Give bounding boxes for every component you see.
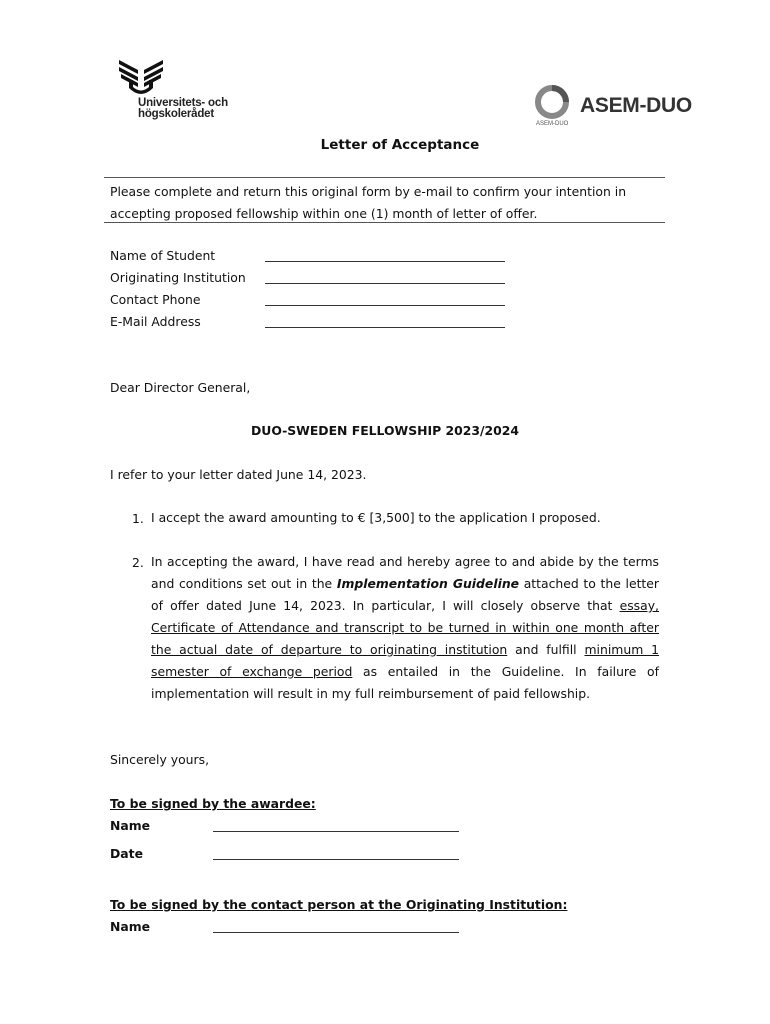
uhr-line-2: högskolerådet: [138, 108, 215, 120]
document-title: Letter of Acceptance: [320, 137, 480, 153]
uhr-logo-text: [138, 98, 228, 120]
item-2-number: 2.: [132, 555, 144, 570]
awardee-section-heading: To be signed by the awardee:: [110, 796, 316, 811]
contact-section-heading: To be signed by the contact person at the Originating Institution:: [110, 897, 568, 912]
awardee-name-label: Name: [110, 818, 151, 833]
reference-line: I refer to your letter dated June 14, 2023.: [110, 467, 367, 482]
item-1-number: 1.: [132, 511, 144, 526]
field-label-email: E-Mail Address: [110, 314, 201, 329]
item-1-text: I accept the award amounting to € [3,500] to the application I proposed.: [151, 510, 601, 525]
field-line-phone[interactable]: [265, 305, 505, 306]
item-2-underline-2: minimum 1 semester of exchange period: [151, 642, 659, 679]
item-2-part-2: attached to the letter of offer dated June 14, 2023. In particular, I will closely observe that: [151, 576, 659, 613]
awardee-name-line[interactable]: [213, 831, 459, 832]
field-label-student: Name of Student: [110, 248, 216, 263]
item-2-part-3: and fulfill: [507, 642, 585, 657]
instruction-text: Please complete and return this original form by e-mail to confirm your intention in accepting proposed fellowship within one (1) month of letter of offer.: [110, 184, 627, 221]
asem-ring-icon: [532, 84, 572, 124]
field-line-institution[interactable]: [265, 283, 505, 284]
field-line-student[interactable]: [265, 261, 505, 262]
item-2-part-1: In accepting the award, I have read and hereby agree to and abide by the terms and conditions set out in the: [151, 554, 659, 591]
asem-logo-name: ASEM-DUO: [580, 94, 692, 117]
uhr-emblem-icon: [116, 58, 166, 98]
closing: Sincerely yours,: [110, 752, 210, 767]
salutation: Dear Director General,: [110, 380, 251, 395]
item-2-underline-1: essay, Certificate of Attendance and transcript to be turned in within one month after the actual date of departure to originating institution: [151, 598, 659, 657]
item-2-part-4: as entailed in the Guideline. In failure of implementation will result in my full reimbursement of paid fellowship.: [151, 664, 659, 701]
field-label-institution: Originating Institution: [110, 270, 246, 285]
contact-name-line[interactable]: [213, 932, 459, 933]
item-2-text: [151, 551, 659, 705]
asem-logo-small: ASEM-DUO: [536, 121, 569, 127]
field-line-email[interactable]: [265, 327, 505, 328]
awardee-date-label: Date: [110, 846, 143, 861]
fellowship-heading: DUO-SWEDEN FELLOWSHIP 2023/2024: [250, 423, 519, 438]
item-2-guideline-emphasis: Implementation Guideline: [336, 576, 520, 591]
uhr-line-1: Universitets- och: [138, 97, 228, 109]
field-label-phone: Contact Phone: [110, 292, 201, 307]
contact-name-label: Name: [110, 919, 151, 934]
awardee-date-line[interactable]: [213, 859, 459, 860]
